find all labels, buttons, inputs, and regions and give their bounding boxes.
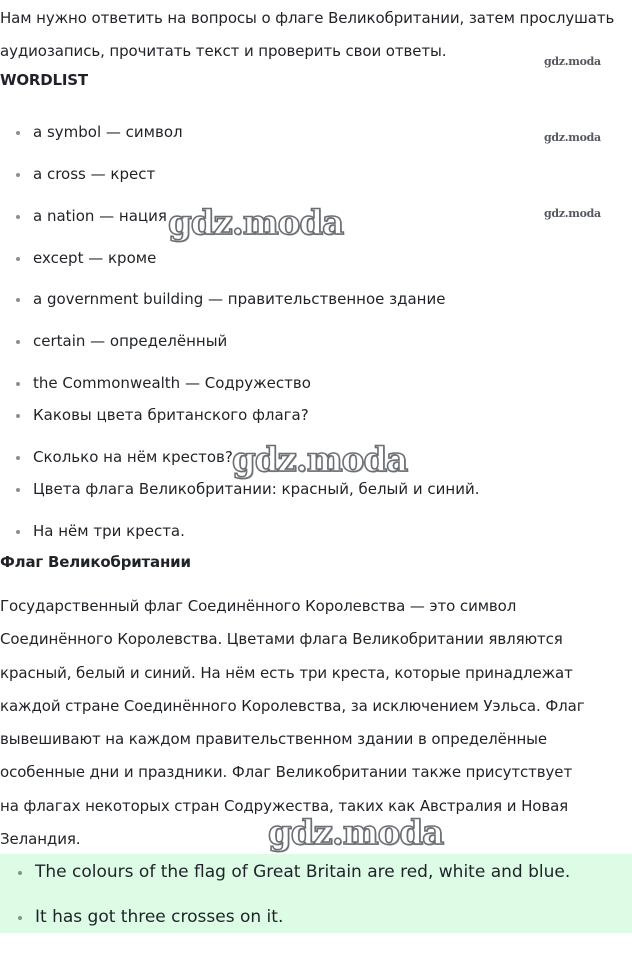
article-line: особенные дни и праздники. Флаг Великобритании также присутствует [0, 763, 573, 782]
watermark: gdz.moda [268, 813, 444, 853]
answer-box: The colours of the flag of Great Britain are red, white and blue. It has got three crosses on it. [0, 854, 632, 933]
bullet-icon [16, 257, 20, 261]
intro-line: Нам нужно ответить на вопросы о флаге Великобритании, затем прослушать [0, 9, 615, 27]
bullet-icon [16, 131, 20, 135]
bullet-icon [18, 871, 22, 875]
article-line: Государственный флаг Соединённого Королевства — это символ [0, 597, 517, 615]
watermark: gdz.moda [544, 207, 601, 220]
bullet-icon [16, 530, 20, 534]
article-line: Соединённого Королевства. Цветами флага Великобритании являются [0, 630, 563, 649]
bullet-icon [16, 414, 20, 418]
bullet-icon [16, 456, 20, 460]
article-line: красный, белый и синий. На нём есть три креста, которые принадлежат [0, 663, 573, 682]
bullet-icon [18, 916, 22, 920]
bullet-icon [16, 340, 20, 344]
bullet-icon [16, 173, 20, 177]
bullet-icon [16, 382, 20, 386]
article-line: на флагах некоторых стран Содружества, таких как Австралия и Новая [0, 796, 569, 815]
article-heading: Флаг Великобритании [0, 553, 191, 571]
bullet-icon [16, 298, 20, 302]
article-line: каждой стране Соединённого Королевства, за исключением Уэльса. Флаг [0, 696, 585, 715]
watermark: gdz.moda [544, 131, 601, 144]
watermark: gdz.moda [232, 440, 408, 480]
watermark: gdz.moda [544, 55, 601, 68]
page: Нам нужно ответить на вопросы о флаге Великобритании, затем прослушать аудиозапись, прочитать текст и проверить свои ответы. WORDLIST a symbol — символ a cross — крест a nation — нация except — кроме a government building — правительственное здание certain — определённый the Commonwealth — Содружество Каковы цвета британского флага? Сколько на нём крестов? Цвета флага Великобритании: красный, белый и синий. На нём три креста. Флаг Великобритании Государственный флаг Соединённого Королевства — это символ Соединённого Королевства. Цветами флага Великобритании являются красный, белый и синий. На нём есть три креста, которые принадлежат каждой стране Соединённого Королевства, за исключением Уэльса. Флаг вывешивают на каждом правительственном здании в определённые особенные дни и праздники. Флаг Великобритании также присутствует на флагах некоторых стран Содружества, таких как Австралия и Новая Зеландия. The colours of the flag of Great Britain are red, white and blue. It has got three crosses on it. gdz.moda gdz.moda gdz.moda gdz.moda gdz.moda gdz.moda [0, 0, 632, 969]
bullet-icon [16, 215, 20, 219]
bullet-icon [16, 488, 20, 492]
watermark: gdz.moda [168, 203, 344, 243]
article-line: вывешивают на каждом правительственном здании в определённые [0, 730, 548, 749]
article-line: Зеландия. [0, 830, 81, 849]
intro-line: аудиозапись, прочитать текст и проверить свои ответы. [0, 42, 447, 60]
wordlist-heading: WORDLIST [0, 71, 88, 89]
intro-text [0, 2, 620, 68]
